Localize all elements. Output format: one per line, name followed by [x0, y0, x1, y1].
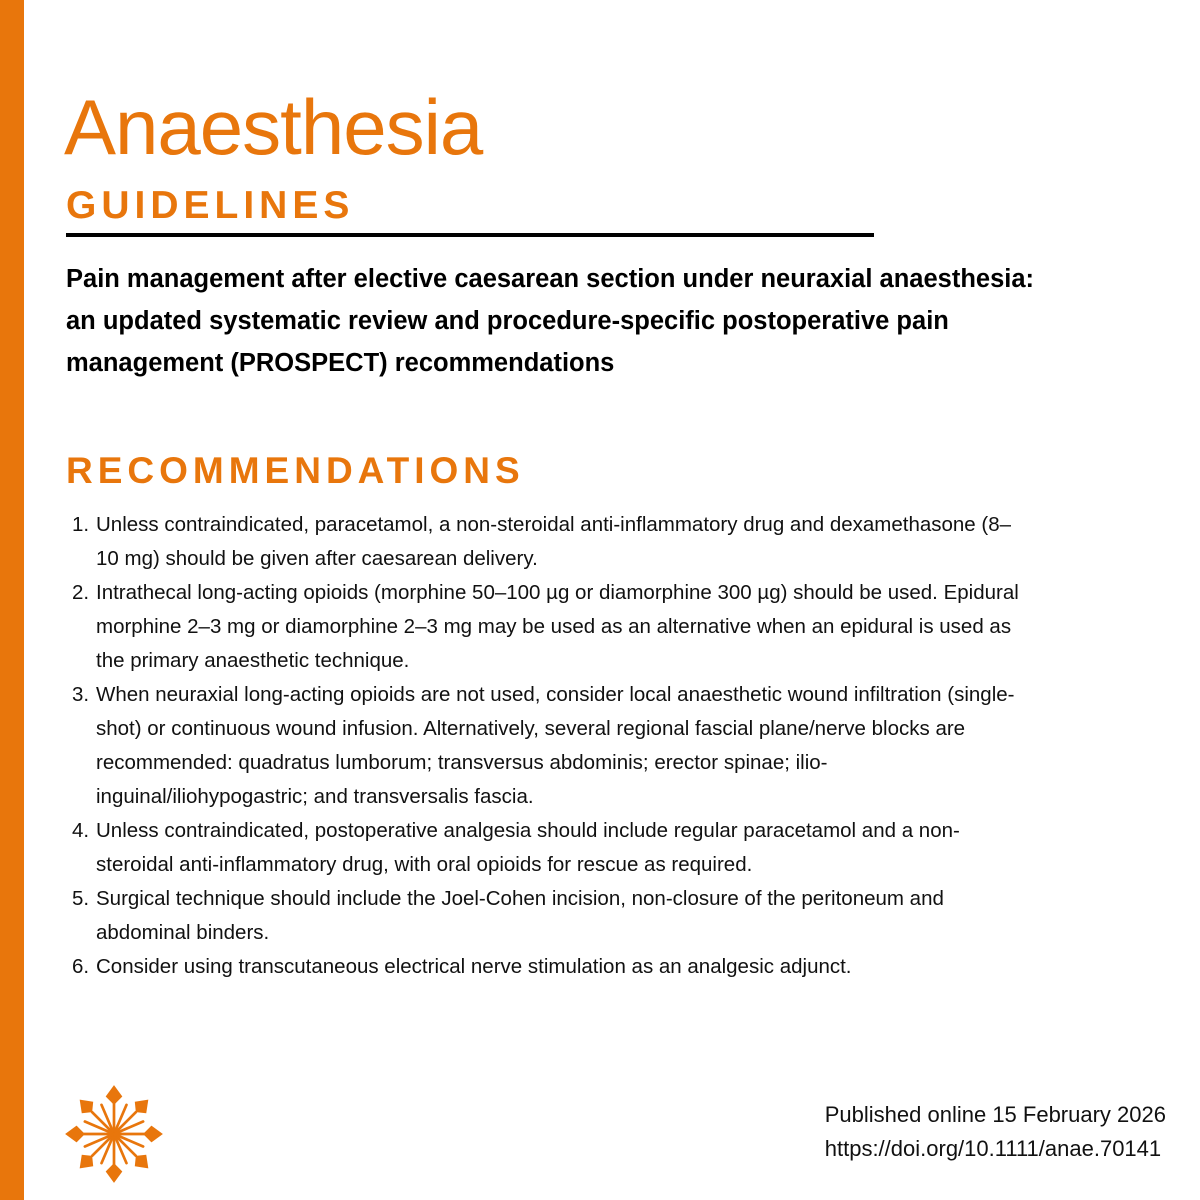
recommendation-text: Surgical technique should include the Joel-Cohen incision, non-closure of the peritoneum and abdominal binders. [96, 887, 944, 944]
publication-info [825, 1098, 1166, 1166]
recommendation-number: 4. [72, 819, 90, 842]
accent-side-bar [0, 0, 24, 1200]
article-title: Pain management after elective caesarean section under neuraxial anaesthesia: an updated systematic review and procedure-specific postoperative pain management (PROSPECT) recommendations [66, 265, 1035, 377]
recommendation-item [72, 508, 1032, 576]
recommendation-text: Consider using transcutaneous electrical nerve stimulation as an analgesic adjunct. [96, 955, 852, 978]
recommendation-item [72, 678, 1032, 814]
recommendation-item [72, 950, 1032, 984]
publication-date: Published online 15 February 2026 [824, 1102, 1166, 1127]
recommendation-number: 2. [72, 581, 90, 604]
recommendation-text: Unless contraindicated, paracetamol, a non-steroidal anti-inflammatory drug and dexamethasone (8–10 mg) should be given after caesarean delivery. [96, 513, 1012, 570]
recommendation-text: Intrathecal long-acting opioids (morphine 50–100 µg or diamorphine 300 µg) should be used. Epidural morphine 2–3 mg or diamorphine 2–3 mg may be used as an alternative when an epidural is used as the primary anaesthetic technique. [96, 581, 1019, 672]
recommendation-number: 5. [72, 887, 90, 910]
recommendation-item [72, 576, 1032, 678]
journal-title: Anaesthesia [64, 83, 483, 171]
recommendation-item [72, 882, 1032, 950]
section-label: GUIDELINES [66, 184, 355, 227]
recommendation-number: 1. [72, 513, 90, 536]
title-divider [66, 233, 874, 237]
recommendation-number: 6. [72, 955, 90, 978]
recommendations-heading: RECOMMENDATIONS [66, 450, 525, 491]
doi-link[interactable]: https://doi.org/10.1111/anae.70141 [824, 1136, 1162, 1161]
recommendations-list [72, 508, 1032, 984]
recommendation-text: When neuraxial long-acting opioids are not used, consider local anaesthetic wound infiltration (single-shot) or continuous wound infusion. Alternatively, several regional fascial plane/nerve blocks are recommended: quadratus lumborum; transversus abdominis; erector spinae; ilio-inguinal/iliohypogastric; and transversalis fascia. [96, 683, 1015, 808]
recommendation-text: Unless contraindicated, postoperative analgesia should include regular paracetamol and a non-steroidal anti-inflammatory drug, with oral opioids for rescue as required. [96, 819, 960, 876]
recommendation-item [72, 814, 1032, 882]
recommendation-number: 3. [72, 683, 90, 706]
anaesthesia-starburst-logo-icon [62, 1082, 166, 1186]
